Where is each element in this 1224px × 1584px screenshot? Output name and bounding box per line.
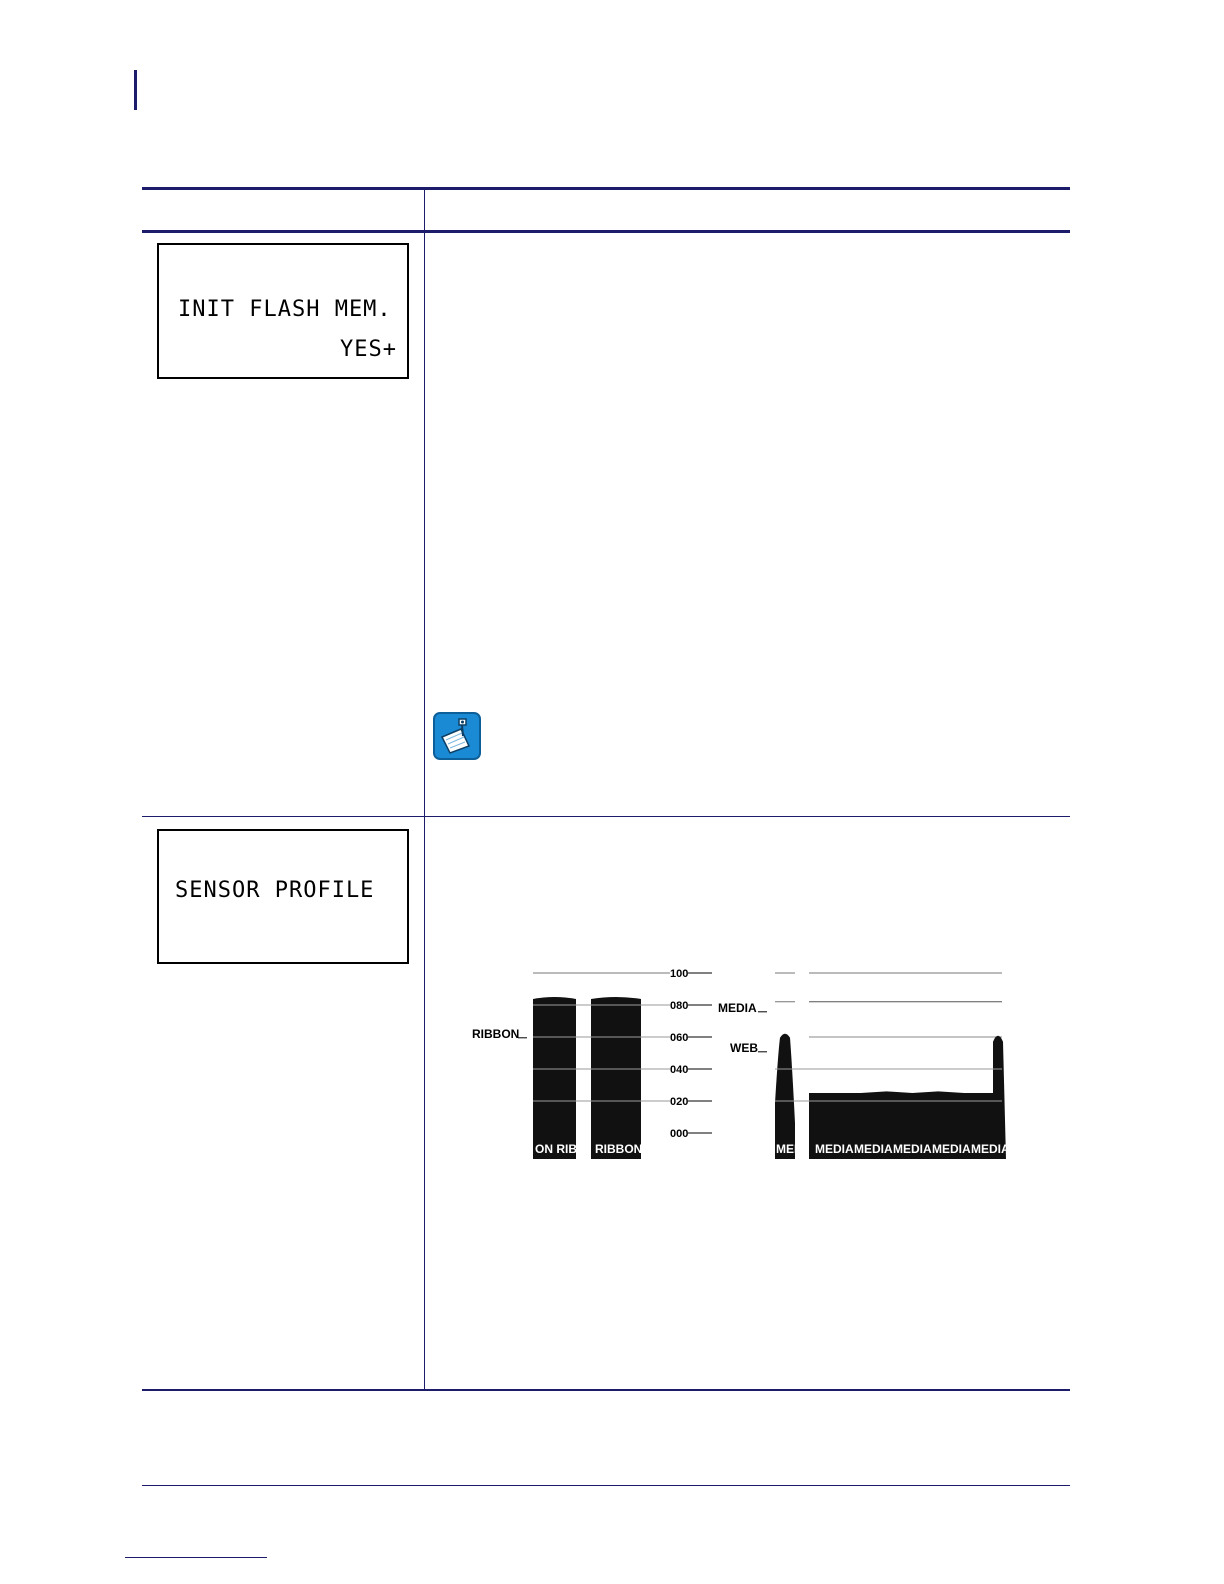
note-pencil-icon — [433, 712, 481, 760]
media-strip-label: MEI — [776, 1142, 798, 1156]
table-bottom-rule — [142, 1389, 1070, 1391]
lcd-line-1: INIT FLASH MEM. — [178, 297, 392, 322]
ribbon-bar — [591, 997, 641, 1159]
tick-label: 000 — [670, 1128, 689, 1140]
media-profile-area — [809, 1036, 1006, 1159]
tick-label: 020 — [670, 1096, 689, 1108]
ribbon-bar — [533, 997, 576, 1159]
sensor-profile-chart — [440, 955, 1040, 1170]
media-strip-label: MEDIA — [932, 1142, 971, 1156]
header-margin-bar — [134, 70, 137, 110]
table-header-rule — [142, 230, 1070, 233]
table-top-rule — [142, 187, 1070, 190]
lcd-display-init-flash — [157, 243, 409, 379]
ribbon-strip-label: RIBBON — [595, 1142, 643, 1156]
tick-label: 080 — [670, 1000, 689, 1012]
ribbon-strip-label: ON RIBB — [535, 1142, 586, 1156]
lcd-display-sensor-profile — [157, 829, 409, 964]
media-web-peak-left — [775, 1034, 798, 1159]
footer-link-underline — [125, 1557, 267, 1558]
lcd-line-2: YES+ — [340, 337, 397, 362]
media-strip-label: MEDIA — [854, 1142, 893, 1156]
web-label: WEB — [730, 1040, 758, 1055]
media-label: MEDIA — [718, 1000, 757, 1015]
table-row-divider — [142, 816, 1070, 817]
media-strip-label: MEDIA — [971, 1142, 1010, 1156]
footer-rule — [142, 1485, 1070, 1486]
lcd-line-1: SENSOR PROFILE — [175, 878, 375, 903]
tick-label: 040 — [670, 1064, 689, 1076]
tick-label: 100 — [670, 968, 689, 980]
media-strip-label: MEDIA — [815, 1142, 854, 1156]
media-strip-label: MEDIA — [893, 1142, 932, 1156]
ribbon-label: RIBBON — [472, 1026, 520, 1041]
table-column-divider — [424, 187, 425, 1391]
tick-label: 060 — [670, 1032, 689, 1044]
